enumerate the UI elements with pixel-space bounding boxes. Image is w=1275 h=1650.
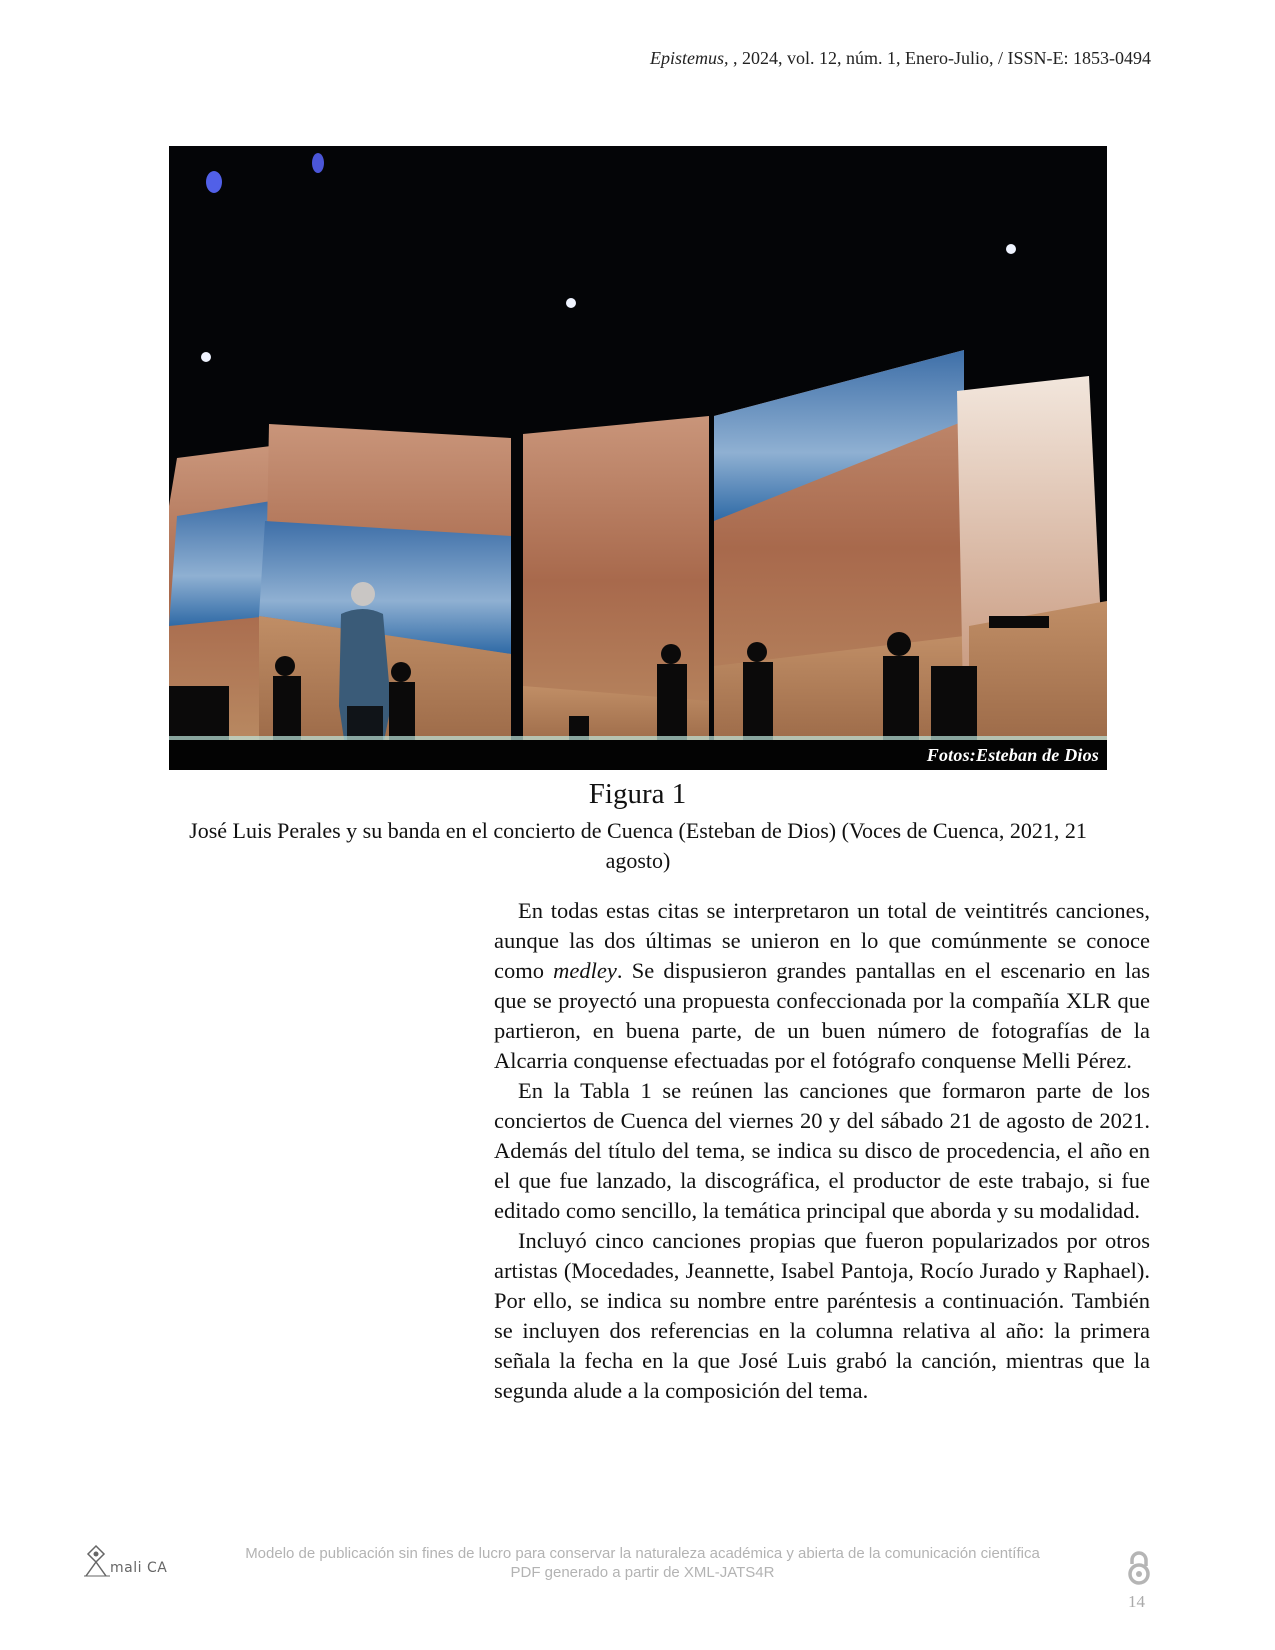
stage-edge-light [169, 736, 1107, 740]
white-stage-light [1006, 244, 1016, 254]
open-access-icon [1126, 1550, 1152, 1586]
paragraph: Incluyó cinco canciones propias que fueron popularizados por otros artistas (Mocedades, Jeannette, Isabel Pantoja, Rocío Jurado y Raphael). Por ello, se indica su nombre entre paréntesis a continuación. También se incluyen dos referencias en la columna relativa al año: la primera señala la fecha en la que José Luis grabó la canción, mientras que la segunda alude a la composición del tema. [494, 1228, 1150, 1403]
concert-photo-illustration [169, 146, 1107, 770]
amelica-logo-icon [84, 1544, 174, 1580]
photo-credit: Fotos:Esteban de Dios [926, 745, 1099, 765]
emphasized-term: medley [553, 958, 617, 983]
citation-details: , 2024, vol. 12, núm. 1, Enero-Julio, / ISSN-E: 1853-0494 [728, 48, 1151, 68]
footer-note-line: Modelo de publicación sin fines de lucro para conservar la naturaleza académica y abierta de la comunicación científica [245, 1545, 1040, 1562]
journal-name: Epistemus, [650, 48, 729, 68]
paragraph [494, 896, 1150, 1076]
screen-sky-left [169, 501, 271, 626]
paragraph: En la Tabla 1 se reúnen las canciones que formaron parte de los conciertos de Cuenca del viernes 20 y del sábado 21 de agosto de 2021. Además del título del tema, se indica su disco de procedencia, el año en el que fue lanzado, la discográfica, el productor de este trabajo, si fue editado como sencillo, la temática principal que aborda y su modalidad. [494, 1078, 1150, 1223]
blue-stage-light [206, 171, 222, 193]
white-stage-light [566, 298, 576, 308]
figure-photo [169, 146, 1107, 770]
paragraph-text: En todas estas citas se interpretaron un total de veintitrés canciones, aunque las dos últimas se unieron en lo que comúnmente se conoce como [494, 898, 1150, 983]
running-header [650, 48, 1151, 69]
figure-label: Figura 1 [588, 778, 687, 810]
paragraph-text: . Se dispusieron grandes pantallas en el escenario en las que se proyectó una propuesta confeccionada por la compañía XLR que partieron, en buena parte, de un buen número de fotografías de la Alcarria conquense efectuadas por el fotógrafo conquense Melli Pérez. [494, 958, 1150, 1073]
blue-stage-light [312, 153, 324, 173]
white-stage-light [201, 352, 211, 362]
footer-note [180, 1544, 1105, 1582]
body-text [494, 896, 1150, 1406]
footer-note-line: PDF generado a partir de XML-JATS4R [510, 1564, 775, 1581]
logo-text: mali CA [110, 1560, 168, 1576]
figure-caption: José Luis Perales y su banda en el concierto de Cuenca (Esteban de Dios) (Voces de Cuenca, 2021, 21 agosto) [189, 818, 1087, 873]
page-number: 14 [1128, 1592, 1145, 1611]
